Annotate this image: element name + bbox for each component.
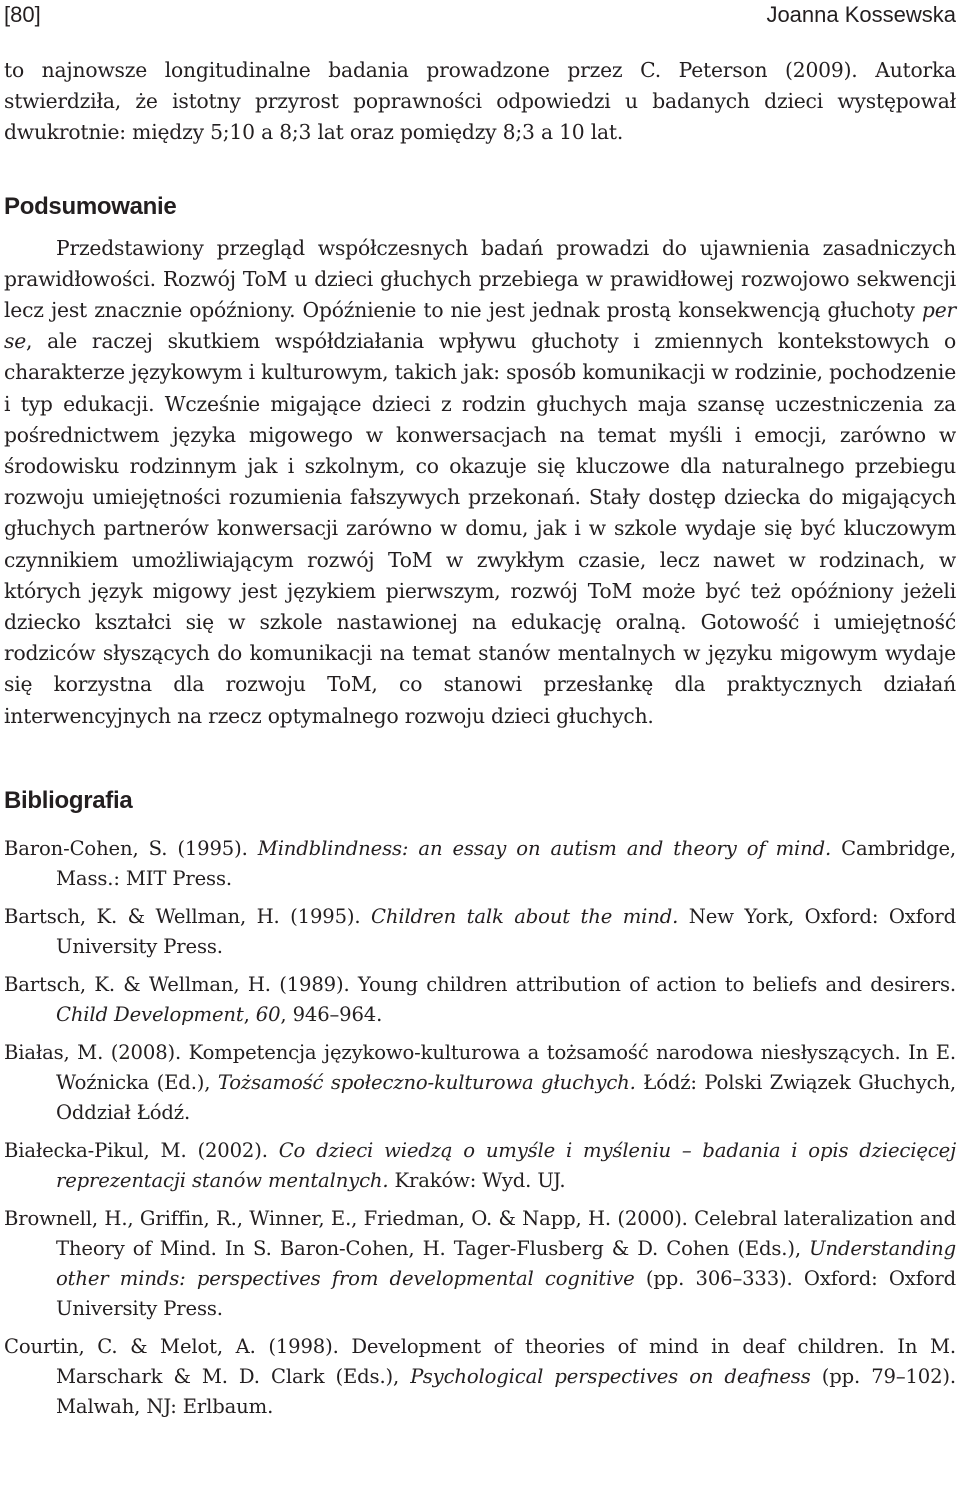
bib-entry-text: Baron-Cohen, S. (1995). — [4, 836, 258, 860]
bib-entry-text: Courtin, C. & Melot, A. (1998). Development of theories of mind in deaf children. In M. Marschark & M. D. Clark (Eds.), — [4, 1334, 956, 1388]
running-author: Joanna Kossewska — [766, 2, 956, 27]
bib-entry — [4, 834, 956, 894]
bib-entry — [4, 970, 956, 1030]
bib-entry-text: New York, Oxford: Oxford University Press. — [56, 904, 956, 958]
bib-entry-text: Bartsch, K. & Wellman, H. (1995). — [4, 904, 372, 928]
bib-entry-text: Brownell, H., Griffin, R., Winner, E., Friedman, O. & Napp, H. (2000). Celebral lateralization and Theory of Mind. In S. Baron-Cohen, H. Tager-Flusberg & D. Cohen (Eds.), — [4, 1206, 956, 1260]
bib-entry-volume: 60 — [255, 1002, 281, 1026]
bib-entry — [4, 1204, 956, 1324]
bib-entry-journal: Child Development — [56, 1002, 244, 1026]
bib-entry-title: Co dzieci wiedzą o umyśle i myśleniu – badania i opis dziecięcej reprezentacji stanów mentalnych. — [56, 1138, 956, 1192]
bib-entry-text: Łódź: Polski Związek Głuchych, Oddział Łódź. — [56, 1070, 956, 1124]
page-number: [80] — [4, 2, 41, 27]
bib-entry-text: , — [243, 1002, 256, 1026]
bib-entry-text: , 946–964. — [280, 1002, 383, 1026]
summary-text-part1: Przedstawiony przegląd współczesnych badań prowadzi do ujawnienia zasadniczych prawidłowości. Rozwój ToM u dzieci głuchych przebiega w prawidłowej rozwojowo sekwencji lecz jest znacznie opóźniony. Opóźnienie to nie jest jednak prostą konsekwencją głuchoty — [4, 235, 956, 323]
document-page — [4, 0, 956, 1430]
running-header — [4, 0, 956, 40]
bib-entry-text: Kraków: Wyd. UJ. — [388, 1168, 566, 1192]
bib-entry-title: Psychological perspectives on deafness — [410, 1364, 811, 1388]
section-heading-summary: Podsumowanie — [4, 192, 177, 220]
summary-text-part2: , ale raczej skutkiem współdziałania wpływu głuchoty i zmiennych kontekstowych o charakterze językowym i kulturowym, takich jak: sposób komunikacji w rodzinie, pochodzenie i typ edukacji. Wcześnie migające dzieci z rodzin głuchych maja szansę uczestniczenia za pośrednictwem języka migowego w konwersacjach na temat myśli i emocji, zarówno w środowisku rodzinnym jak i szkolnym, co okazuje się kluczowe dla naturalnego przebiegu rozwoju umiejętności rozumienia fałszywych przekonań. Stały dostęp dziecka do migających głuchych partnerów konwersacji zarówno w domu, jak i w szkole wydaje się być kluczowym czynnikiem umożliwiającym rozwój ToM w zwykłym czasie, lecz nawet w rodzinach, w których język migowy jest językiem pierwszym, rozwój ToM może być też opóźniony jeżeli dziecko kształci się w szkole nastawionej na edukację oralną. Gotowość i umiejętność rodziców słyszących do komunikacji na temat stanów mentalnych w języku migowym wydaje się korzystna dla rozwoju ToM, co stanowi przesłankę dla praktycznych działań interwencyjnych na rzecz optymalnego rozwoju dzieci głuchych. — [4, 329, 956, 728]
bib-entry-text: Białas, M. (2008). Kompetencja językowo-kulturowa a tożsamość narodowa niesłyszących. In E. Woźnicka (Ed.), — [4, 1040, 956, 1094]
bib-entry-title: Understanding other minds: perspectives from developmental cognitive — [56, 1236, 956, 1290]
summary-paragraph — [4, 233, 956, 732]
section-heading-bibliography: Bibliografia — [4, 786, 133, 814]
bib-entry — [4, 902, 956, 962]
bib-entry-title: Mindblindness: an essay on autism and theory of mind. — [257, 836, 832, 860]
bibliography-list — [4, 834, 956, 1422]
bib-entry — [4, 1332, 956, 1422]
bib-entry — [4, 1136, 956, 1196]
bib-entry-text: Białecka-Pikul, M. (2002). — [4, 1138, 279, 1162]
bib-entry-title: Children talk about the mind. — [371, 904, 679, 928]
summary-italic-term: per se — [4, 298, 956, 354]
bib-entry — [4, 1038, 956, 1128]
bib-entry-title: Tożsamość społeczno-kulturowa głuchych. — [217, 1070, 636, 1094]
bib-entry-text: Bartsch, K. & Wellman, H. (1989). Young children attribution of action to beliefs and desirers. — [4, 972, 956, 996]
bib-entry-text: (pp. 79–102). Malwah, NJ: Erlbaum. — [56, 1364, 956, 1418]
intro-paragraph: to najnowsze longitudinalne badania prowadzone przez C. Peterson (2009). Autorka stwierdziła, że istotny przyrost poprawności odpowiedzi u badanych dzieci występował dwukrotnie: między 5;10 a 8;3 lat oraz pomiędzy 8;3 a 10 lat. — [4, 58, 956, 145]
bib-entry-text: Cambridge, Mass.: MIT Press. — [56, 836, 957, 890]
bib-entry-text: (pp. 306–333). Oxford: Oxford University Press. — [56, 1266, 956, 1320]
